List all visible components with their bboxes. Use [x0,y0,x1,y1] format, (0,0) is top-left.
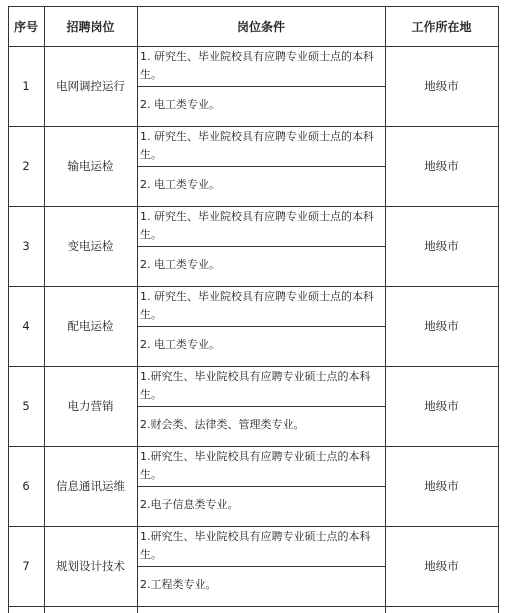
condition-divider [137,566,385,567]
row-location: 地级市 [424,479,459,493]
table-border-right [498,6,499,613]
row-condition-2: 2. 电工类专业。 [140,338,220,351]
row-condition-2: 2.财会类、法律类、管理类专业。 [140,418,305,431]
row-condition-1: 1.研究生、毕业院校具有应聘专业硕士点的本科生。 [140,530,371,561]
row-condition-1: 1. 研究生、毕业院校具有应聘专业硕士点的本科生。 [140,50,374,81]
row-location: 地级市 [424,399,459,413]
row-condition-2: 2.工程类专业。 [140,578,217,591]
row-position: 信息通讯运维 [56,479,125,493]
row-condition-1: 1. 研究生、毕业院校具有应聘专业硕士点的本科生。 [140,210,374,241]
row-divider [8,606,499,607]
row-condition-1: 1. 研究生、毕业院校具有应聘专业硕士点的本科生。 [140,290,374,321]
condition-divider [137,166,385,167]
condition-divider [137,326,385,327]
row-position: 输电运检 [67,159,114,173]
header-location: 工作所在地 [411,19,472,34]
row-position: 电力营销 [67,399,114,413]
row-position: 电网调控运行 [56,79,125,93]
row-location: 地级市 [424,559,459,573]
row-seq: 7 [22,559,30,573]
row-condition-1: 1.研究生、毕业院校具有应聘专业硕士点的本科生。 [140,450,371,481]
row-location: 地级市 [424,79,459,93]
row-condition-2: 2.电子信息类专业。 [140,498,239,511]
row-seq: 1 [22,79,30,93]
row-seq: 4 [22,319,30,333]
row-seq: 2 [22,159,30,173]
row-condition-2: 2. 电工类专业。 [140,258,220,271]
row-seq: 5 [22,399,30,413]
header-conditions: 岗位条件 [236,19,285,34]
header-position: 招聘岗位 [66,19,115,34]
condition-divider [137,86,385,87]
row-condition-1: 1. 研究生、毕业院校具有应聘专业硕士点的本科生。 [140,130,374,161]
row-condition-2: 2. 电工类专业。 [140,98,220,111]
condition-divider [137,246,385,247]
row-position: 变电运检 [67,239,114,253]
row-location: 地级市 [424,239,459,253]
row-location: 地级市 [424,319,459,333]
row-seq: 3 [22,239,30,253]
row-seq: 6 [22,479,30,493]
row-position: 规划设计技术 [56,559,125,573]
row-location: 地级市 [424,159,459,173]
header-seq: 序号 [13,19,38,34]
condition-divider [137,486,385,487]
condition-divider [137,406,385,407]
row-condition-1: 1.研究生、毕业院校具有应聘专业硕士点的本科生。 [140,370,371,401]
row-condition-2: 2. 电工类专业。 [140,178,220,191]
row-position: 配电运检 [67,319,114,333]
